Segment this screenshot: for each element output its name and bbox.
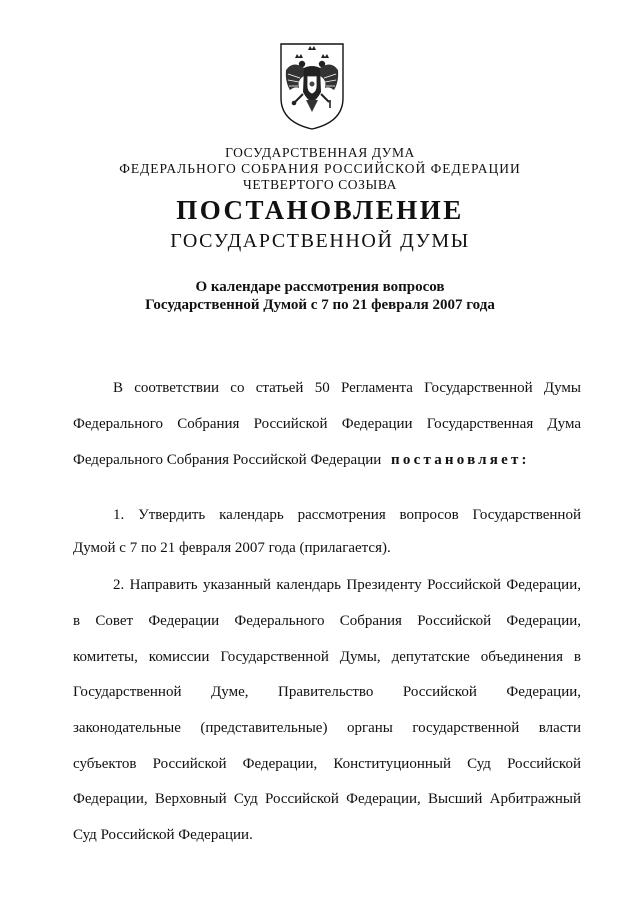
item-2-line-6: субъектов Российской Федерации, Конституционный Суд Российской xyxy=(73,756,581,772)
header-line-1: ГОСУДАРСТВЕННАЯ ДУМА xyxy=(225,145,415,160)
item-1-line-1: 1. Утвердить календарь рассмотрения вопросов Государственной xyxy=(113,507,581,523)
item-2-line-8: Суд Российской Федерации. xyxy=(73,827,253,843)
item-2-line-3: комитеты, комиссии Государственной Думы, депутатские объединения в xyxy=(73,649,581,665)
item-2-line-1: 2. Направить указанный календарь Президенту Российской Федерации, xyxy=(113,577,581,593)
item-2-line-4: Государственной Думе, Правительство Российской Федерации, xyxy=(73,684,581,700)
item-2-line-7: Федерации, Верховный Суд Российской Федерации, Высший Арбитражный xyxy=(73,791,581,807)
coat-of-arms-emblem-icon xyxy=(273,40,351,132)
preamble-line-3 xyxy=(73,451,581,469)
item-2-line-2: в Совет Федерации Федерального Собрания Российской Федерации, xyxy=(73,613,581,629)
document-subtitle: ГОСУДАРСТВЕННОЙ ДУМЫ xyxy=(170,230,470,252)
subject-line-1: О календаре рассмотрения вопросов xyxy=(195,279,445,295)
preamble-line-2: Федерального Собрания Российской Федерации Государственная Дума xyxy=(73,416,581,432)
preamble-line-3-text: Федерального Собрания Российской Федерации xyxy=(73,452,382,468)
document-subject xyxy=(0,278,640,314)
decree-word: постановляет: xyxy=(391,452,530,468)
subject-line-2: Государственной Думой с 7 по 21 февраля 2007 года xyxy=(145,297,495,313)
item-1-line-2: Думой с 7 по 21 февраля 2007 года (прилагается). xyxy=(73,540,391,556)
header-line-3: ЧЕТВЕРТОГО СОЗЫВА xyxy=(243,177,397,192)
preamble-line-1: В соответствии со статьей 50 Регламента Государственной Думы xyxy=(113,380,581,396)
document-title: ПОСТАНОВЛЕНИЕ xyxy=(176,195,464,225)
item-2-line-5: законодательные (представительные) органы государственной власти xyxy=(73,720,581,736)
header-line-2: ФЕДЕРАЛЬНОГО СОБРАНИЯ РОССИЙСКОЙ ФЕДЕРАЦИИ xyxy=(119,161,521,176)
